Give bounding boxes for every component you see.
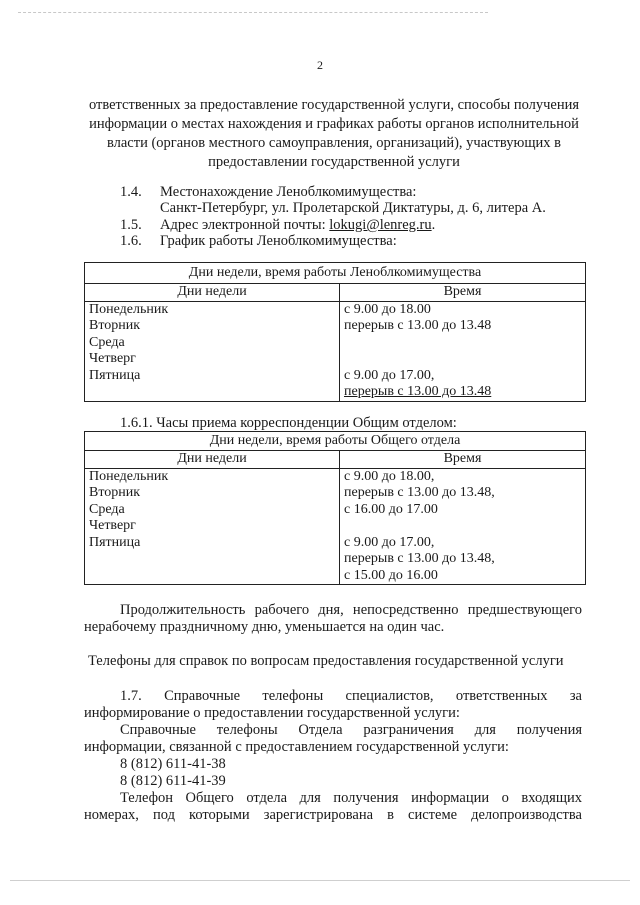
- item-1-6-1: 1.6.1. Часы приема корреспонденции Общим отделом:: [120, 415, 457, 431]
- email-link[interactable]: lokugi@lenreg.ru: [329, 217, 432, 233]
- column-header-days: Дни недели: [85, 451, 340, 469]
- table-row: [85, 468, 586, 585]
- workday-paragraph-line-1: Продолжительность рабочего дня, непосредственно предшествующего: [120, 602, 582, 618]
- item-number: 1.6.: [120, 233, 142, 249]
- column-header-time: Время: [340, 284, 586, 302]
- scan-artifact-bottom: [10, 880, 630, 881]
- item-1-5: 1.5. Адрес электронной почты: lokugi@lenreg.ru.: [120, 217, 436, 233]
- item-1-7-line-4: информации, связанной с предоставлением государственной услуги:: [84, 739, 509, 755]
- table-title: Дни недели, время работы Леноблкомимущества: [85, 263, 586, 284]
- schedule-table-2: [84, 431, 586, 585]
- table-row: [85, 301, 586, 401]
- item-1-7-line-6: номерах, под которыми зарегистрирована в системе делопроизводства: [84, 807, 582, 823]
- item-1-7-line-2: информирование о предоставлении государственной услуги:: [84, 705, 460, 721]
- item-1-7-line-5: Телефон Общего отдела для получения информации о входящих: [120, 790, 582, 806]
- item-label: График работы Леноблкомимущества:: [160, 233, 397, 249]
- column-header-time: Время: [340, 451, 586, 469]
- address-line: Санкт-Петербург, ул. Пролетарской Диктатуры, д. 6, литера А.: [160, 200, 546, 216]
- section-heading: ответственных за предоставление государственной услуги, способы получения информации о местах нахождения и графиках работы органов исполнительной власти (органов местного самоуправления, организаций), участвующих в предоставлении государственной услуги: [88, 97, 580, 170]
- times-cell: с 9.00 до 18.00 перерыв с 13.00 до 13.48 с 9.00 до 17.00, перерыв с 13.00 до 13.48: [340, 301, 586, 401]
- item-label: Адрес электронной почты:: [160, 217, 330, 233]
- phones-heading: Телефоны для справок по вопросам предоставления государственной услуги: [88, 653, 564, 669]
- column-header-days: Дни недели: [85, 284, 340, 302]
- times-cell: с 9.00 до 18.00, перерыв с 13.00 до 13.48, с 16.00 до 17.00 с 9.00 до 17.00, перерыв с 13.00 до 13.48, с 15.00 до 16.00: [340, 468, 586, 585]
- workday-paragraph-line-2: нерабочему праздничному дню, уменьшается на один час.: [84, 619, 445, 635]
- days-cell: Понедельник Вторник Среда Четверг Пятница: [85, 301, 340, 401]
- page-number: 2: [317, 58, 323, 72]
- days-cell: Понедельник Вторник Среда Четверг Пятница: [85, 468, 340, 585]
- item-number: 1.5.: [120, 217, 142, 233]
- phone-number-1: 8 (812) 611-41-38: [120, 756, 226, 772]
- item-label: Местонахождение Леноблкомимущества:: [160, 184, 417, 200]
- item-1-7-line-3: Справочные телефоны Отдела разграничения для получения: [120, 722, 582, 738]
- item-1-7-line-1: 1.7. Справочные телефоны специалистов, ответственных за: [120, 688, 582, 704]
- scan-artifact-top: [18, 12, 488, 13]
- phone-number-2: 8 (812) 611-41-39: [120, 773, 226, 789]
- schedule-table-1: [84, 262, 586, 402]
- item-1-6: [120, 232, 397, 250]
- table-title: Дни недели, время работы Общего отдела: [85, 432, 586, 451]
- item-number: 1.4.: [120, 184, 142, 200]
